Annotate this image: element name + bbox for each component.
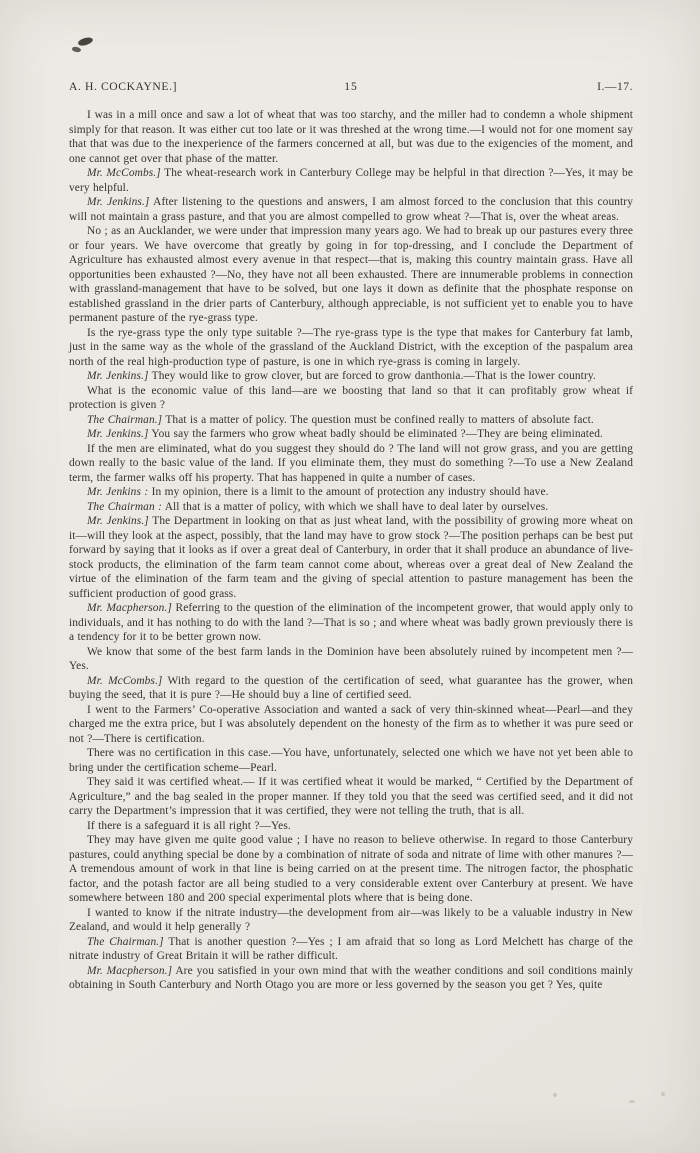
paragraph: I was in a mill once and saw a lot of wheat that was too starchy, and the miller had to condemn a whole shipment simply for that reason. It was either cut too late or it was threshed at the wrong time.—I would not for one moment say that that was due to the inexperience of the farmers concerned at all, but was due to the exigencies of the moment, and one cannot get over that phase of the matter. bbox=[69, 109, 633, 165]
scan-speck bbox=[553, 1093, 557, 1097]
speaker-name: Mr. Jenkins.] bbox=[87, 428, 149, 440]
witness-name: A. H. COCKAYNE.] bbox=[69, 80, 178, 93]
paragraph: They said it was certified wheat.— If it was certified wheat it would be marked, “ Certified by the Department of Agriculture,” and the bag sealed in the proper manner. If they told you that the seed was certified seed, and it did not carry the Department’s impression that it was certified, they were not telling the truth, that is all. bbox=[69, 776, 633, 817]
ink-blot-artifact bbox=[77, 36, 93, 47]
document-body bbox=[69, 108, 633, 993]
paragraph: If the men are eliminated, what do you suggest they should do ? The land will not grow grass, and you are getting down really to the basic value of the land. If you eliminate them, they must do something ?—To use a New Zealand term, the farmer walks off his property. That has happened in quite a number of cases. bbox=[69, 442, 633, 484]
speaker-name: The Chairman : bbox=[87, 500, 162, 513]
paragraph: Mr. Jenkins.] You say the farmers who grow wheat badly should be eliminated ?—They are being eliminated. bbox=[87, 428, 603, 440]
paragraph: There was no certification in this case.—You have, unfortunately, selected one which we have not yet been able to bring under the certification scheme—Pearl. bbox=[69, 747, 633, 774]
paragraph: Mr. McCombs.] With regard to the question of the certification of seed, what guarantee has the grower, when buying the seed, that it is pure ?—He should buy a line of certified seed. bbox=[69, 674, 633, 701]
speaker-name: Mr. Macpherson.] bbox=[87, 964, 173, 977]
paragraph: We know that some of the best farm lands in the Dominion have been absolutely ruined by incompetent men ?—Yes. bbox=[69, 645, 633, 672]
speaker-name: Mr. Jenkins.] bbox=[87, 370, 149, 382]
paragraph: Mr. Jenkins.] They would like to grow clover, but are forced to grow danthonia.—That is the lower country. bbox=[87, 370, 596, 382]
speaker-name: Mr. Jenkins.] bbox=[87, 515, 149, 527]
speaker-name: Mr. McCombs.] bbox=[87, 674, 163, 687]
paragraph: If there is a safeguard it is all right ?—Yes. bbox=[87, 819, 291, 832]
paragraph: The Chairman : All that is a matter of policy, with which we shall have to deal later by ourselves. bbox=[87, 500, 549, 513]
paragraph: Mr. Jenkins : In my opinion, there is a limit to the amount of protection any industry should have. bbox=[87, 486, 549, 498]
speaker-name: The Chairman.] bbox=[87, 413, 163, 426]
paragraph: The Chairman.] That is another question ?—Yes ; I am afraid that so long as Lord Melchett has charge of the nitrate industry of Great Britain it will be rather difficult. bbox=[69, 935, 633, 962]
paragraph: They may have given me quite good value ; I have no reason to believe otherwise. In regard to those Canterbury pastures, could anything special be done by a combination of nitrate of soda and nitrate of lime with other manures ?—A tremendous amount of work in that line is being carried on at the present time. The nitrogen factor, the phosphatic factor, and the potash factor are all being studied to a very considerable extent over Canterbury at present. We have somewhere between 180 and 200 special experimental plots where that is being done. bbox=[69, 834, 633, 904]
speaker-name: Mr. Macpherson.] bbox=[87, 602, 172, 614]
page-header bbox=[69, 80, 633, 93]
paragraph: Mr. Jenkins.] The Department in looking on that as just wheat land, with the possibility of growing more wheat on it—will they look at the aspect, possibly, that the land may have to grow stock ?—The position perhaps can be best put forward by saying that it looks as if over a great deal of Canterbury, in order that it shall produce an abundance of live-stock products, the elimination of the farm team cannot come about, whereas over a great deal of New Zealand the virtue of the elimination of the farm team and the giving of special attention to pasture management has been the sufficient production of good grass. bbox=[69, 515, 633, 600]
paragraph: The Chairman.] That is a matter of policy. The question must be confined really to matters of absolute fact. bbox=[87, 413, 594, 426]
speaker-name: Mr. McCombs.] bbox=[87, 167, 161, 179]
scan-speck bbox=[629, 1100, 635, 1103]
paper-reference: I.—17. bbox=[597, 80, 633, 93]
paragraph: I wanted to know if the nitrate industry—the development from air—was likely to be a valuable industry in New Zealand, and would it help generally ? bbox=[69, 906, 633, 933]
paragraph: I went to the Farmers’ Co-operative Association and wanted a sack of very thin-skinned wheat—Pearl—and they charged me the extra price, but I was absolutely dependent on the honesty of the firm as to whether it was pure seed or not ?—There is certification. bbox=[69, 703, 633, 745]
paragraph: Mr. Macpherson.] Referring to the question of the elimination of the incompetent grower, that would apply only to individuals, and it has nothing to do with the land ?—That is so ; and where wheat was badly grown previously there is a tendency for it to be better grown now. bbox=[69, 602, 634, 643]
page-content bbox=[69, 80, 633, 993]
paragraph: Mr. Macpherson.] Are you satisfied in your own mind that with the weather conditions and soil conditions mainly obtaining in South Canterbury and North Otago you are more or less governed by the season you get ? Yes, quite bbox=[69, 964, 633, 991]
paragraph: Is the rye-grass type the only type suitable ?—The rye-grass type is the type that makes for Canterbury fat lamb, just in the same way as the whole of the grassland of the Auckland District, with the exception of the paspalum area north of the real high-production type of pasture, is one in which rye-grass is coming in largely. bbox=[69, 326, 633, 368]
ink-blot-artifact bbox=[72, 46, 82, 52]
paragraph: What is the economic value of this land—are we boosting that land so that it can profitably grow wheat if protection is given ? bbox=[69, 384, 633, 411]
speaker-name: Mr. Jenkins.] bbox=[87, 196, 150, 208]
speaker-name: The Chairman.] bbox=[87, 935, 164, 948]
page-number: 15 bbox=[344, 80, 358, 93]
paragraph: Mr. Jenkins.] After listening to the questions and answers, I am almost forced to the conclusion that this country will not maintain a grass pasture, and that you are almost compelled to grow wheat ?—That is, over the wheat areas. bbox=[69, 196, 633, 223]
scan-speck bbox=[661, 1092, 665, 1096]
speaker-name: Mr. Jenkins : bbox=[87, 486, 149, 498]
paragraph: Mr. McCombs.] The wheat-research work in Canterbury College may be helpful in that direction ?—Yes, it may be very helpful. bbox=[69, 167, 633, 194]
paragraph: No ; as an Aucklander, we were under that impression many years ago. We had to break up our pastures every three or four years. We have overcome that greatly by going in for top-dressing, and I conclude the Department of Agriculture has exhausted almost every avenue in that respect—that is, making this country maintain grass. Have all opportunities been exhausted ?—No, they have not all been exhausted. There are innumerable problems in connection with grassland-management that have to be solved, but one lays it down as definite that the phosphate response on established grassland in the drier parts of Canterbury, although appreciable, is not sufficient yet to enable you to have permanent pasture of the rye-grass type. bbox=[69, 225, 633, 324]
